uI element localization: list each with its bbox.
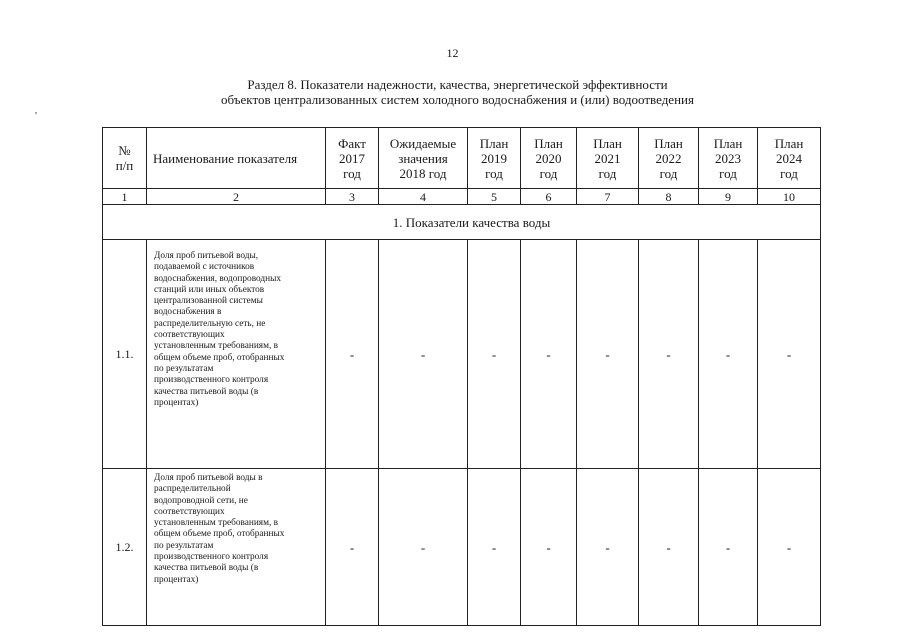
- indicator-description: Доля проб питьевой воды в распределительной водопроводной сети, не соответствующих установленным требованиям, в общем объеме проб, отобранных по результатам производственного контроля качества питьевой воды (в процентах): [147, 469, 326, 626]
- header-fact-2017: Факт 2017 год: [326, 128, 379, 189]
- value-plan-2021: -: [577, 240, 639, 469]
- value-expected-2018: -: [379, 240, 468, 469]
- section-title-line-2: объектов централизованных систем холодного водоснабжения и (или) водоотведения: [221, 92, 694, 107]
- section-heading-row: [103, 205, 821, 240]
- column-number: 1: [103, 189, 147, 205]
- column-number: 5: [468, 189, 521, 205]
- row-number: 1.1.: [103, 240, 147, 469]
- header-plan-2020: План 2020 год: [521, 128, 577, 189]
- row-number: 1.2.: [103, 469, 147, 626]
- section-title: [0, 77, 905, 107]
- table-row: [103, 240, 821, 469]
- column-number: 3: [326, 189, 379, 205]
- section-title-line-1: Раздел 8. Показатели надежности, качества, энергетической эффективности: [247, 77, 668, 92]
- column-number: 9: [699, 189, 758, 205]
- value-plan-2019: -: [468, 469, 521, 626]
- value-plan-2024: -: [758, 469, 821, 626]
- indicator-description: Доля проб питьевой воды, подаваемой с источников водоснабжения, водопроводных станций или иных объектов централизованной системы водоснабжения в распределительную сеть, не соответствующих установленным требованиям, в общем объеме проб, отобранных по результатам производственного контроля качества питьевой воды (в процентах): [147, 240, 326, 469]
- column-number: 10: [758, 189, 821, 205]
- section-heading: 1. Показатели качества воды: [103, 205, 821, 240]
- column-number: 2: [147, 189, 326, 205]
- value-fact-2017: -: [326, 240, 379, 469]
- header-expected-2018: Ожидаемые значения 2018 год: [379, 128, 468, 189]
- value-plan-2020: -: [521, 469, 577, 626]
- table-row: [103, 469, 821, 626]
- value-plan-2023: -: [699, 240, 758, 469]
- header-num: № п/п: [103, 128, 147, 189]
- page-number: 12: [446, 46, 459, 60]
- value-plan-2020: -: [521, 240, 577, 469]
- value-fact-2017: -: [326, 469, 379, 626]
- header-plan-2024: План 2024 год: [758, 128, 821, 189]
- header-plan-2019: План 2019 год: [468, 128, 521, 189]
- value-plan-2019: -: [468, 240, 521, 469]
- value-expected-2018: -: [379, 469, 468, 626]
- value-plan-2023: -: [699, 469, 758, 626]
- value-plan-2024: -: [758, 240, 821, 469]
- indicators-table: [102, 127, 821, 626]
- stray-mark: ': [35, 110, 37, 122]
- header-plan-2021: План 2021 год: [577, 128, 639, 189]
- column-number-row: [103, 189, 821, 205]
- header-plan-2022: План 2022 год: [639, 128, 699, 189]
- column-number: 7: [577, 189, 639, 205]
- column-number: 8: [639, 189, 699, 205]
- table-header-row: [103, 128, 821, 189]
- value-plan-2022: -: [639, 469, 699, 626]
- value-plan-2022: -: [639, 240, 699, 469]
- header-indicator-name: Наименование показателя: [147, 128, 326, 189]
- column-number: 4: [379, 189, 468, 205]
- header-plan-2023: План 2023 год: [699, 128, 758, 189]
- column-number: 6: [521, 189, 577, 205]
- value-plan-2021: -: [577, 469, 639, 626]
